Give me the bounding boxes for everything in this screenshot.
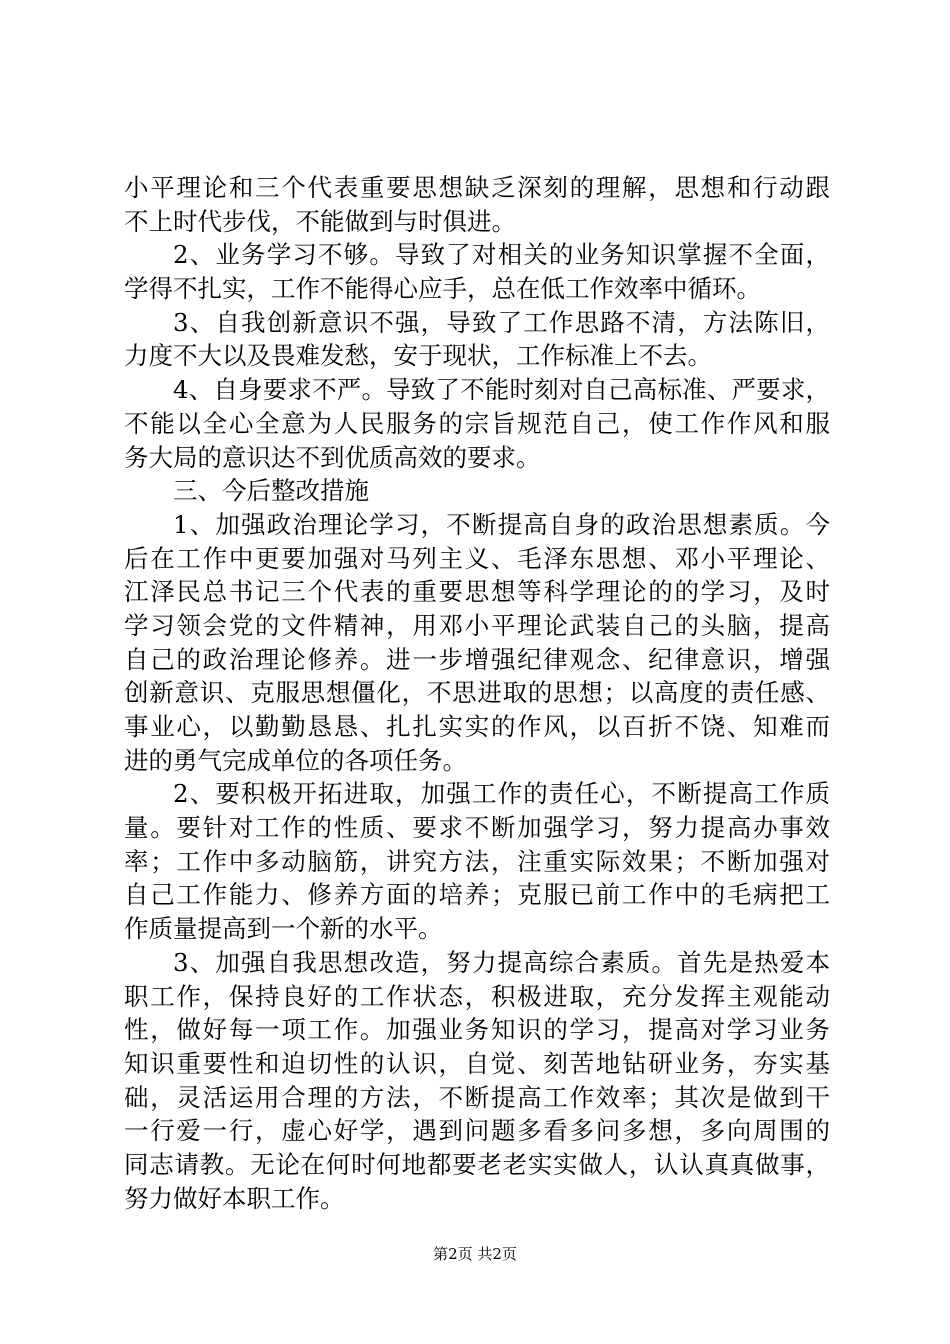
text-line: 1、加强政治理论学习，不断提高自身的政治思想素质。今	[173, 509, 830, 539]
text-line: 知识重要性和迫切性的认识，自觉、刻苦地钻研业务，夯实基	[124, 1048, 830, 1078]
text-line: 小平理论和三个代表重要思想缺乏深刻的理解，思想和行动跟	[124, 173, 830, 202]
text-line: 进的勇气完成单位的各项任务。	[124, 745, 467, 775]
text-line: 力度不大以及畏难发愁，安于现状，工作标准上不去。	[124, 341, 712, 371]
text-line: 自己工作能力、修养方面的培养；克服已前工作中的毛病把工	[124, 880, 830, 910]
paragraph-measure-1	[124, 508, 830, 778]
text-line: 不能以全心全意为人民服务的宗旨规范自己，使工作作风和服	[124, 408, 830, 438]
text-line: 学得不扎实，工作不能得心应手，总在低工作效率中循环。	[124, 274, 761, 304]
text-line: 率；工作中多动脑筋，讲究方法，注重实际效果；不断加强对	[124, 846, 830, 876]
text-line: 3、自我创新意识不强，导致了工作思路不清，方法陈旧，	[173, 307, 830, 337]
paragraph-item-4	[124, 373, 830, 474]
text-line: 同志请教。无论在何时何地都要老老实实做人，认认真真做事，	[124, 1149, 830, 1179]
paragraph-item-3	[124, 306, 830, 373]
text-line: 后在工作中更要加强对马列主义、毛泽东思想、邓小平理论、	[124, 543, 830, 573]
text-line: 事业心，以勤勤恳恳、扎扎实实的作风，以百折不饶、知难而	[124, 712, 830, 741]
paragraph-item-2	[124, 238, 830, 305]
text-line: 性，做好每一项工作。加强业务知识的学习，提高对学习业务	[124, 1015, 830, 1045]
text-line: 4、自身要求不严。导致了不能时刻对自己高标准、严要求，	[173, 375, 830, 405]
text-line: 江泽民总书记三个代表的重要思想等科学理论的的学习，及时	[124, 577, 830, 607]
text-line: 努力做好本职工作。	[124, 1183, 345, 1213]
paragraph-measure-3	[124, 946, 830, 1216]
text-line: 2、业务学习不够。导致了对相关的业务知识掌握不全面，	[173, 240, 830, 270]
text-line: 3、加强自我思想改造，努力提高综合素质。首先是热爱本	[173, 947, 830, 977]
document-body	[124, 171, 830, 1215]
paragraph-measure-2	[124, 777, 830, 945]
text-line: 创新意识、克服思想僵化，不思进取的思想；以高度的责任感、	[124, 678, 830, 708]
page-number: 第2页 共2页	[433, 1245, 517, 1263]
text-line: 务大局的意识达不到优质高效的要求。	[124, 442, 541, 472]
text-line: 不上时代步伐，不能做到与时俱进。	[124, 206, 516, 236]
text-line: 职工作，保持良好的工作状态，积极进取，充分发挥主观能动	[124, 981, 830, 1011]
text-line: 作质量提高到一个新的水平。	[124, 914, 443, 944]
text-line: 学习领会党的文件精神，用邓小平理论武装自己的头脑，提高	[124, 610, 830, 640]
text-line: 2、要积极开拓进取，加强工作的责任心，不断提高工作质	[173, 779, 830, 809]
text-line: 自己的政治理论修养。进一步增强纪律观念、纪律意识，增强	[124, 644, 830, 674]
text-line: 一行爱一行，虚心好学，遇到问题多看多问多想，多向周围的	[124, 1116, 830, 1146]
section-heading	[124, 474, 830, 508]
paragraph-intro	[124, 171, 830, 238]
page-footer	[0, 1244, 950, 1264]
text-line: 量。要针对工作的性质、要求不断加强学习，努力提高办事效	[124, 813, 830, 843]
section-heading-text: 三、今后整改措施	[173, 476, 369, 506]
text-line: 础，灵活运用合理的方法，不断提高工作效率；其次是做到干	[124, 1082, 830, 1112]
